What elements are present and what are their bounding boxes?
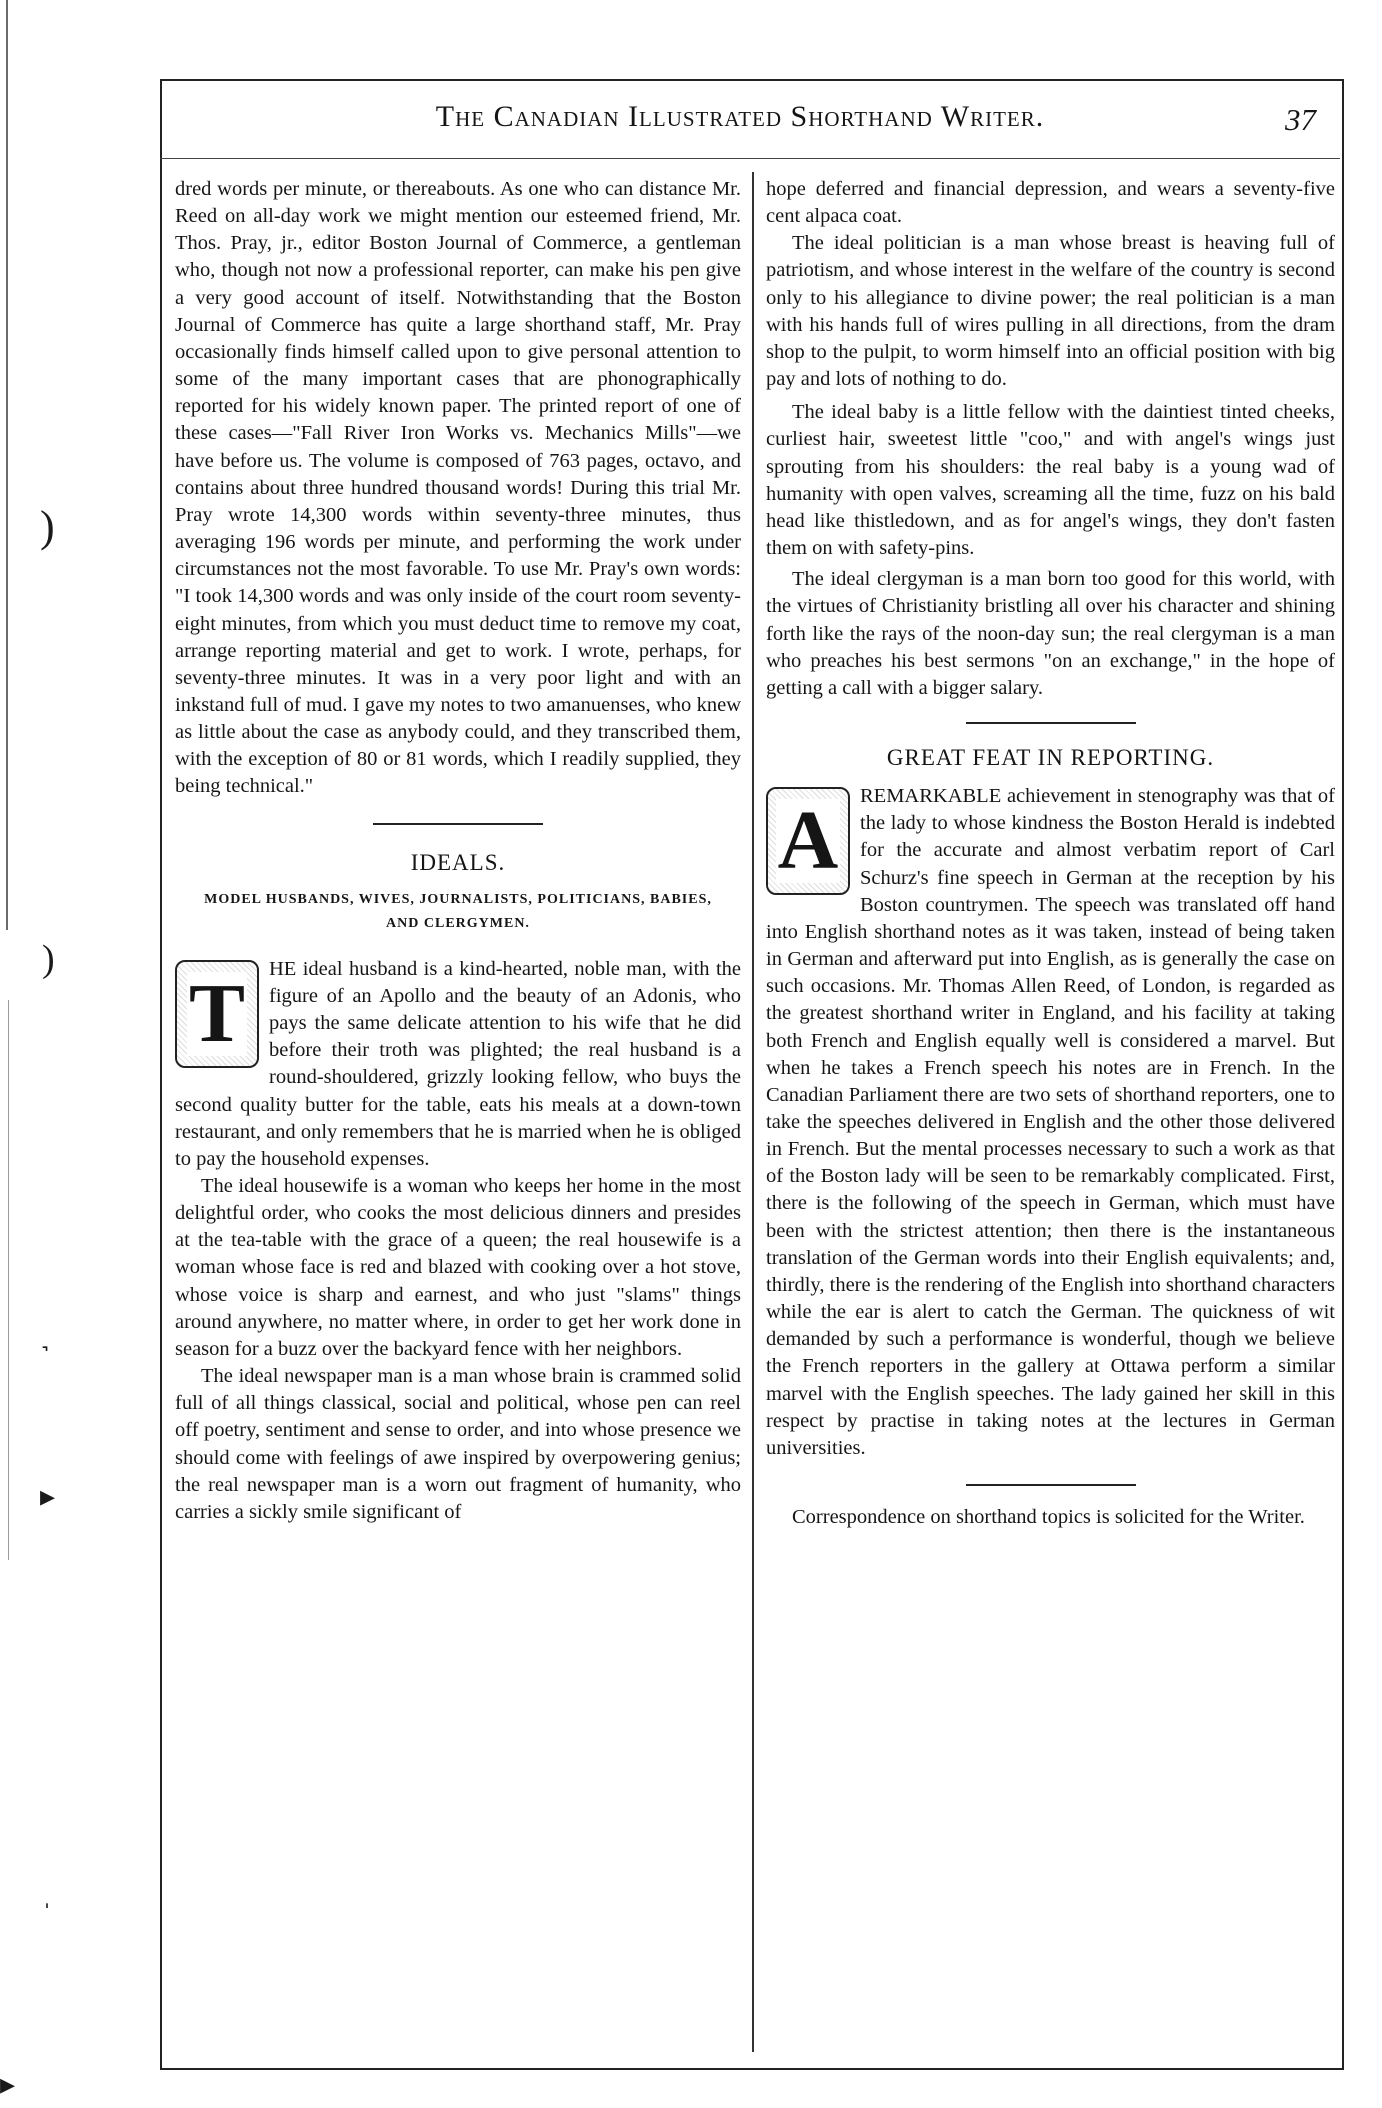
- header-rule: [160, 158, 1340, 159]
- right-column: [766, 176, 1335, 1531]
- page-header: [160, 100, 1340, 140]
- page-number: 37: [1285, 102, 1316, 137]
- continuation-paragraph: hope deferred and financial depression, and wears a seventy-five cent alpaca coat.: [766, 178, 1335, 228]
- pray-paragraph: dred words per minute, or thereabouts. As one who can distance Mr. Reed on all-day work we might mention our esteemed friend, Mr. Thos. Pray, jr., editor Boston Journal of Commerce, a gentleman who, though not now a professional reporter, can make his pen give a very good account of itself. Notwithstanding that the Boston Journal of Commerce has quite a large shorthand staff, Mr. Pray occasionally finds himself called upon to give personal attention to some of the many important cases that are phonographically reported for his widely known paper. The printed report of one of these cases—"Fall River Iron Works vs. Mechanics Mills"—we have before us. The volume is composed of 763 pages, octavo, and contains about three hundred thousand words! During this trial Mr. Pray wrote 14,300 words within seventy-three minutes, thus averaging 196 words per minute, and performing the work under circumstances not the most favorable. To use Mr. Pray's own words: "I took 14,300 words and was only inside of the court room seventy-eight minutes, from which you must deduct time to remove my coat, arrange reporting material and get to work. I wrote, perhaps, for seventy-three minutes. It was in a very poor light and with an inkstand full of mud. I gave my notes to two amanuenses, who knew as little about the case as anybody could, and they transcribed them, with the exception of 80 or 81 words, which I readily supplied, they being technical.": [175, 178, 741, 798]
- husband-paragraph: HE ideal husband is a kind-hearted, noble man, with the figure of an Apollo and the beauty of an Adonis, who pays the same delicate attention to his wife that he did before their troth was plighted; the real husband is a round-shouldered, grizzly looking fellow, who buys the second quality butter for the table, eats his meals at a down-town restaurant, and only remembers that he is married when he is obliged to pay the household expenses.: [175, 957, 741, 1170]
- running-title: The Canadian Illustrated Shorthand Writer.: [435, 100, 1045, 133]
- feat-paragraph: REMARKABLE achievement in stenography was that of the lady to whose kindness the Boston Herald is indebted for the accurate and almost verbatim report of Carl Schurz's fine speech in German at the reception by his Boston countrymen. The speech was translated off hand into English shorthand notes as it was taken, instead of being taken in German and afterward put into English, as is generally the case on such occasions. Mr. Thomas Allen Reed, of London, is regarded as the greatest shorthand writer in England, and his facility at taking both French and English equally well is considered a marvel. But when he takes a French speech his notes are in French. In the Canadian Parliament there are two sets of shorthand reporters, one to take the speeches delivered in English and the other those delivered in French. But the mental processes necessary to such a work as that of the Boston lady will be seen to be remarkably complicated. First, there is the following of the speech in German, which must have been with the strictest attention; then there is the instantaneous translation of the German words into their English equivalents; and, thirdly, there is the rendering of the English into shorthand characters while the ear is alert to catch the German. The quickness of wit demanded by such a performance is wonderful, though we believe the French reporters in the gallery at Ottawa perform a similar marvel with the English speeches. The lady gained her skill in this respect by practise in taking notes at the lectures in German universities.: [766, 785, 1335, 1459]
- left-column: [175, 176, 741, 1526]
- feat-paragraph-wrapper: [766, 783, 1335, 1462]
- ideals-subheading: MODEL HUSBANDS, WIVES, JOURNALISTS, POLITICIANS, BABIES, AND CLERGYMEN.: [204, 891, 712, 931]
- margin-bracket-mark: ): [40, 502, 55, 551]
- section-divider: [966, 722, 1136, 724]
- left-edge-rule-lower: [8, 1000, 9, 1560]
- margin-arrow-mark: ▸: [0, 2068, 16, 2101]
- ornamental-dropcap-t: [175, 960, 259, 1068]
- newspaper-paragraph: The ideal newspaper man is a man whose brain is crammed solid full of all things classical, social and political, whose pen can reel off poetry, sentiment and sense to order, and into whose presence we should come with feelings of awe inspired by overpowering genius; the real newspaper man is a worn out fragment of humanity, who carries a sickly smile significant of: [175, 1365, 741, 1523]
- housewife-paragraph: The ideal housewife is a woman who keeps her home in the most delightful order, who cooks the most delicious dinners and presides at the tea-table with the grace of a queen; the real housewife is a woman whose face is red and blazed with cooking over a hot stove, whose voice is sharp and earnest, and who just "slams" things around anywhere, no matter where, in order to get her work done in season for a buzz over the backyard fence with her neighbors.: [175, 1175, 741, 1360]
- margin-tick-mark: ˈ: [42, 1898, 52, 1931]
- margin-tick-mark: ˺: [40, 1340, 50, 1373]
- section-divider: [373, 823, 543, 825]
- dropcap-letter: A: [777, 794, 839, 888]
- margin-arrow-mark: ▸: [40, 1480, 56, 1513]
- husband-paragraph-wrapper: [175, 956, 741, 1173]
- clergyman-paragraph: The ideal clergyman is a man born too good for this world, with the virtues of Christianity bristling all over his character and shining forth like the rays of the noon-day sun; the real clergyman is a man who preaches his best sermons "on an exchange," in the hope of getting a call with a bigger salary.: [766, 568, 1335, 699]
- dropcap-letter: T: [188, 966, 246, 1060]
- feat-heading: GREAT FEAT IN REPORTING.: [886, 744, 1215, 770]
- left-edge-rule: [6, 0, 8, 930]
- margin-bracket-mark: ): [42, 938, 55, 980]
- baby-paragraph: The ideal baby is a little fellow with the daintiest tinted cheeks, curliest hair, sweetest little "coo," and with angel's wings just sprouting from his shoulders: the real baby is a young wad of humanity with open valves, screaming all the time, fuzz on his bald head like thistledown, and as for angel's wings, they don't fasten them on with safety-pins.: [766, 401, 1335, 560]
- correspondence-note: Correspondence on shorthand topics is solicited for the Writer.: [792, 1506, 1305, 1529]
- section-divider: [966, 1484, 1136, 1486]
- politician-paragraph: The ideal politician is a man whose breast is heaving full of patriotism, and whose interest in the welfare of the country is second only to his allegiance to divine power; the real politician is a man with his hands full of wires pulling in all directions, from the dram shop to the pulpit, to worm himself into an official position with big pay and lots of nothing to do.: [766, 232, 1335, 391]
- ornamental-dropcap-a: [766, 787, 850, 895]
- column-divider: [752, 172, 754, 2052]
- ideals-heading: IDEALS.: [410, 849, 506, 875]
